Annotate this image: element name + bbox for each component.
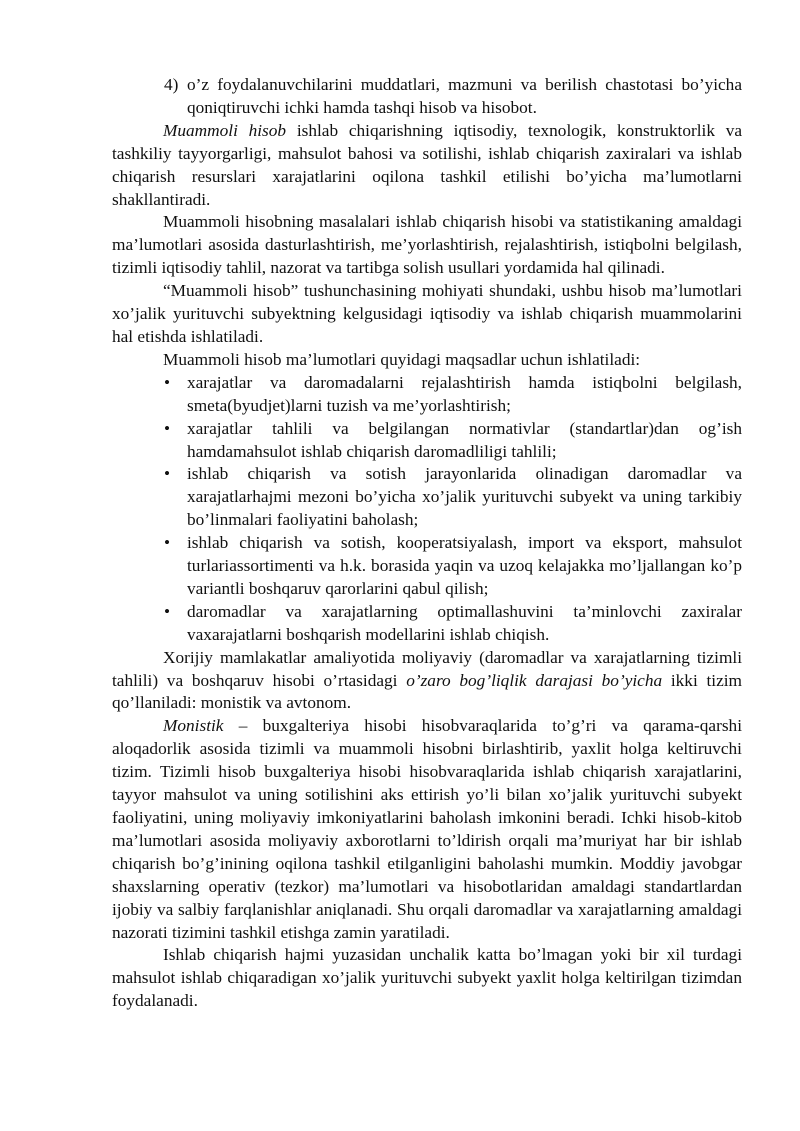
list-item [112,418,742,464]
bullet-list [112,372,742,647]
bullet-icon: • [164,533,171,553]
bullet-icon: • [164,418,171,438]
paragraph-monistik [112,715,742,944]
document-body [112,74,742,1013]
numbered-item [112,74,742,120]
paragraph-ishlab-chiqarish: Ishlab chiqarish hajmi yuzasidan unchalik katta bo’lmagan yoki bir xil turdagi mahsulot ishlab chiqaradigan xo’jalik yurituvchi subyekt yaxlit holga keltirilgan tizimdan foydalanadi. [112,945,742,1011]
bullet-icon: • [164,464,171,484]
paragraph-text: ishlab chiqarishning iqtisodiy, texnologik, konstruktorlik va tashkiliy tayyorgarligi, mahsulot bahosi va sotilishi, ishlab chiqarish zaxiralari va ishlab chiqarish resurslari xarajatlarini oqilona tashkil etilishi bo’yicha ma’lumotlarni shakllantiradi. [112,120,743,209]
paragraph-xorijiy [112,647,742,716]
term-monistik: Monistik [163,716,224,736]
list-item-text: ishlab chiqarish va sotish, kooperatsiyalash, import va eksport, mahsulot turlariassortimenti va h.k. borasida yaqin va uzoq kelajakka mo’ljallangan ko’p variantli boshqaruv qarorlarini qabul qilish; [187,533,742,598]
list-item-text: xarajatlar tahlili va belgilangan normativlar (standartlar)dan og’ish hamdamahsulot ishlab chiqarish daromadliligi tahlili; [187,418,742,461]
list-number: 4) [164,75,179,94]
paragraph-masalalar: Muammoli hisobning masalalari ishlab chiqarish hisobi va statistikaning amaldagi ma’lumotlari asosida dasturlashtirish, me’yorlashtirish, rejalashtirish, istiqbolni belgilash, tizimli iqtisodiy tahlil, nazorat va tartibga solish usullari yordamida hal qilinadi. [112,212,742,278]
italic-phrase: o’zaro bog’liqlik darajasi bo’yicha [406,670,663,690]
paragraph-mohiyati: “Muammoli hisob” tushunchasining mohiyati shundaki, ushbu hisob ma’lumotlari xo’jalik yurituvchi subyektning kelgusidagi iqtisodiy va ishlab chiqarish muammolarini hal etishda ishlatiladi. [112,281,742,346]
paragraph-text: – buxgalteriya hisobi hisobvaraqlarida to’g’ri va qarama-qarshi aloqadorlik asosida tizimli va muammoli hisobni birlashtirib, yaxlit holga keltiruvchi tizim. Tizimli hisob buxgalteriya hisobi hisobvaraqlarida ishlab chiqarish xarajatlarini, tayyor mahsulot va uning sotilishini aks ettirish yo’li bilan xo’jalik yurituvchi subyekt faoliyatini, uning moliyaviy imkoniyatlarini baholash imkonini beradi. Ichki hisob-kitob ma’lumotlari asosida moliyaviy axborotlarni to’ldirish orqali ma’muriyat har bir ishlab chiqarish bo’g’inining oqilona tashkil etilganligini baholashi mumkin. Moddiy javobgar shaxslarning operativ (tezkor) ma’lumotlari va hisobotlaridan amaldagi standartlardan ijobiy va salbiy farqlanishlar aniqlanadi. Shu orqali daromadlar va xarajatlarning amaldagi nazorati tizimini tashkil etishga zamin yaratiladi. [112,716,742,942]
paragraph-muammoli-hisob [112,120,742,212]
list-item-text: xarajatlar va daromadalarni rejalashtirish hamda istiqbolni belgilash, smeta(byudjet)larni tuzish va me’yorlashtirish; [187,372,742,415]
bullet-icon: • [164,601,171,621]
paragraph-maqsadlar: Muammoli hisob ma’lumotlari quyidagi maqsadlar uchun ishlatiladi: [163,349,641,369]
list-item-text: o’z foydalanuvchilarini muddatlari, mazmuni va berilish chastotasi bo’yicha qoniqtiruvchi ichki hamda tashqi hisob va hisobot. [187,75,742,117]
list-item [112,532,742,601]
list-item [112,372,742,418]
list-item-text: ishlab chiqarish va sotish jarayonlarida olinadigan daromadlar va xarajatlarhajmi mezoni bo’yicha xo’jalik yurituvchi subyekt va uning tarkibiy bo’linmalari faoliyatini baholash; [187,464,742,530]
term-muammoli-hisob: Muammoli hisob [163,120,287,140]
list-item-text: daromadlar va xarajatlarning optimallashuvini ta’minlovchi zaxiralar vaxarajatlarni boshqarish modellarini ishlab chiqish. [187,601,742,644]
list-item [112,463,742,532]
paragraph-text: Xorijiy mamlakatlar amaliyotida moliyaviy (daromadlar va xarajatlarning tizimli tahlili) va boshqaruv hisobi o’rtasidagi [112,647,742,690]
bullet-icon: • [164,372,171,392]
list-item [112,601,742,647]
paragraph-text: ikki tizim qo’llaniladi: monistik va avtonom. [112,670,742,713]
